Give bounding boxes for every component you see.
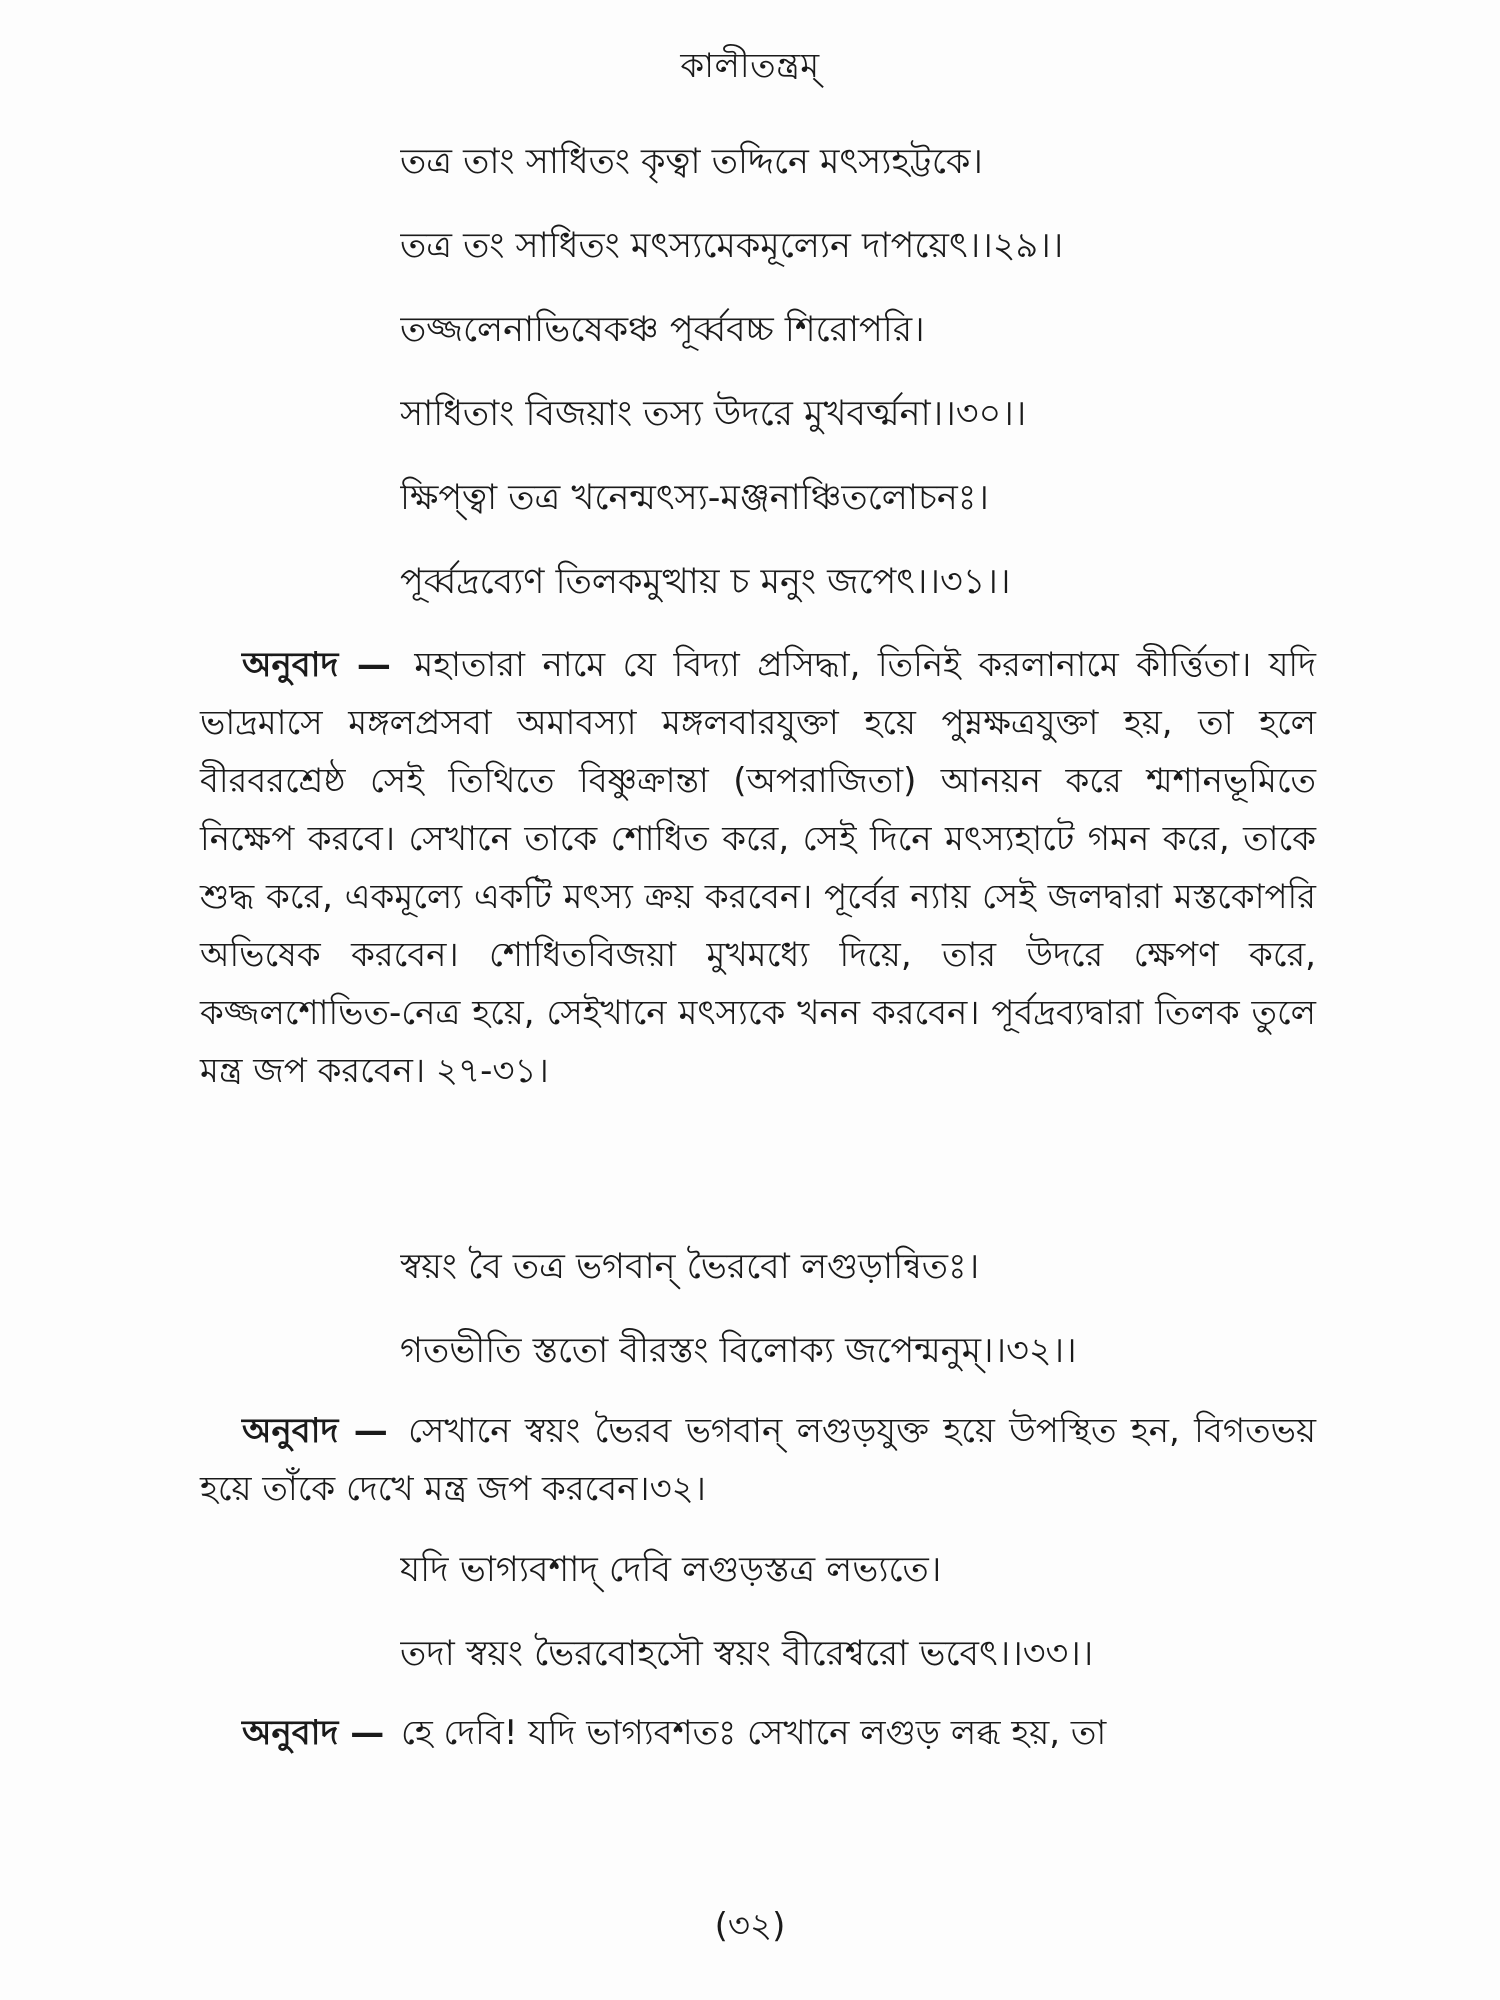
page-number: (৩২): [714, 1906, 786, 1946]
verse-line: তত্র তাং সাধিতং কৃত্বা তদ্দিনে মৎস্যহট্টকে।: [400, 142, 983, 182]
translation-text: মহাতারা নামে যে বিদ্যা প্রসিদ্ধা, তিনিই করলানামে কীর্ত্তিতা। যদি ভাদ্রমাসে মঙ্গলপ্রসবা অমাবস্যা মঙ্গলবারযুক্তা হয়ে পুম্নক্ষত্রযুক্তা হয়, তা হলে বীরবরশ্রেষ্ঠ সেই তিথিতে বিষ্ণুক্রান্তা (অপরাজিতা) আনয়ন করে শ্মশানভূমিতে নিক্ষেপ করবে। সেখানে তাকে শোধিত করে, সেই দিনে মৎস্যহাটে গমন করে, তাকে শুদ্ধ করে, একমূল্যে একটি মৎস্য ক্রয় করবেন। পূর্বের ন্যায় সেই জলদ্বারা মস্তকোপরি অভিষেক করবেন। শোধিতবিজয়া মুখমধ্যে দিয়ে, তার উদরে ক্ষেপণ করে, কজ্জলশোভিত-নেত্র হয়ে, সেইখানে মৎস্যকে খনন করবেন। পূর্বদ্রব্যদ্বারা তিলক তুলে মন্ত্র জপ করবেন। ২৭-৩১।: [200, 645, 1316, 1091]
running-header: কালীতন্ত্রম্: [680, 46, 820, 86]
verse-line: তত্র তং সাধিতং মৎস্যমেকমূল্যেন দাপয়েৎ।।২৯।।: [400, 226, 1064, 266]
translation-paragraph-2: [200, 1402, 1316, 1518]
verse-block-2: [400, 1225, 1400, 1393]
translation-paragraph-1: [200, 636, 1316, 1100]
translation-text: হে দেবি! যদি ভাগ্যবশতঃ সেখানে লগুড় লব্ধ হয়, তা: [401, 1713, 1107, 1753]
verse-line: সাধিতাং বিজয়াং তস্য উদরে মুখবর্ত্মনা।।৩০।।: [400, 394, 1027, 434]
verse-line: তজ্জলেনাভিষেকঞ্চ পূর্ব্ববচ্চ শিরোপরি।: [400, 310, 925, 350]
verse-line: ক্ষিপ্‌ত্বা তত্র খনেন্মৎস্য-মঞ্জনাঞ্চিতলোচনঃ।: [400, 478, 989, 518]
verse-block-1: [400, 120, 1400, 624]
verse-line: স্বয়ং বৈ তত্র ভগবান্ ভৈরবো লগুড়ান্বিতঃ।: [400, 1247, 980, 1287]
verse-line: তদা স্বয়ং ভৈরবোহসৌ স্বয়ং বীরেশ্বরো ভবেৎ।।৩৩।।: [400, 1634, 1094, 1674]
translation-label: অনুবাদ —: [242, 645, 391, 685]
verse-line: পূর্ব্বদ্রব্যেণ তিলকমুত্থায় চ মনুং জপেৎ।।৩১।।: [400, 562, 1011, 602]
translation-text: সেখানে স্বয়ং ভৈরব ভগবান্ লগুড়যুক্ত হয়ে উপস্থিত হন, বিগতভয় হয়ে তাঁকে দেখে মন্ত্র জপ করবেন।৩২।: [200, 1411, 1316, 1509]
translation-label: অনুবাদ —: [242, 1713, 385, 1753]
verse-line: যদি ভাগ্যবশাদ্ দেবি লগুড়স্তত্র লভ্যতে।: [400, 1550, 942, 1590]
verse-line: গতভীতি স্ততো বীরস্তং বিলোক্য জপেন্মনুম্।।৩২।।: [400, 1331, 1077, 1371]
translation-label: অনুবাদ —: [242, 1411, 388, 1451]
translation-paragraph-3: [200, 1704, 1316, 1762]
verse-block-3: [400, 1528, 1400, 1696]
